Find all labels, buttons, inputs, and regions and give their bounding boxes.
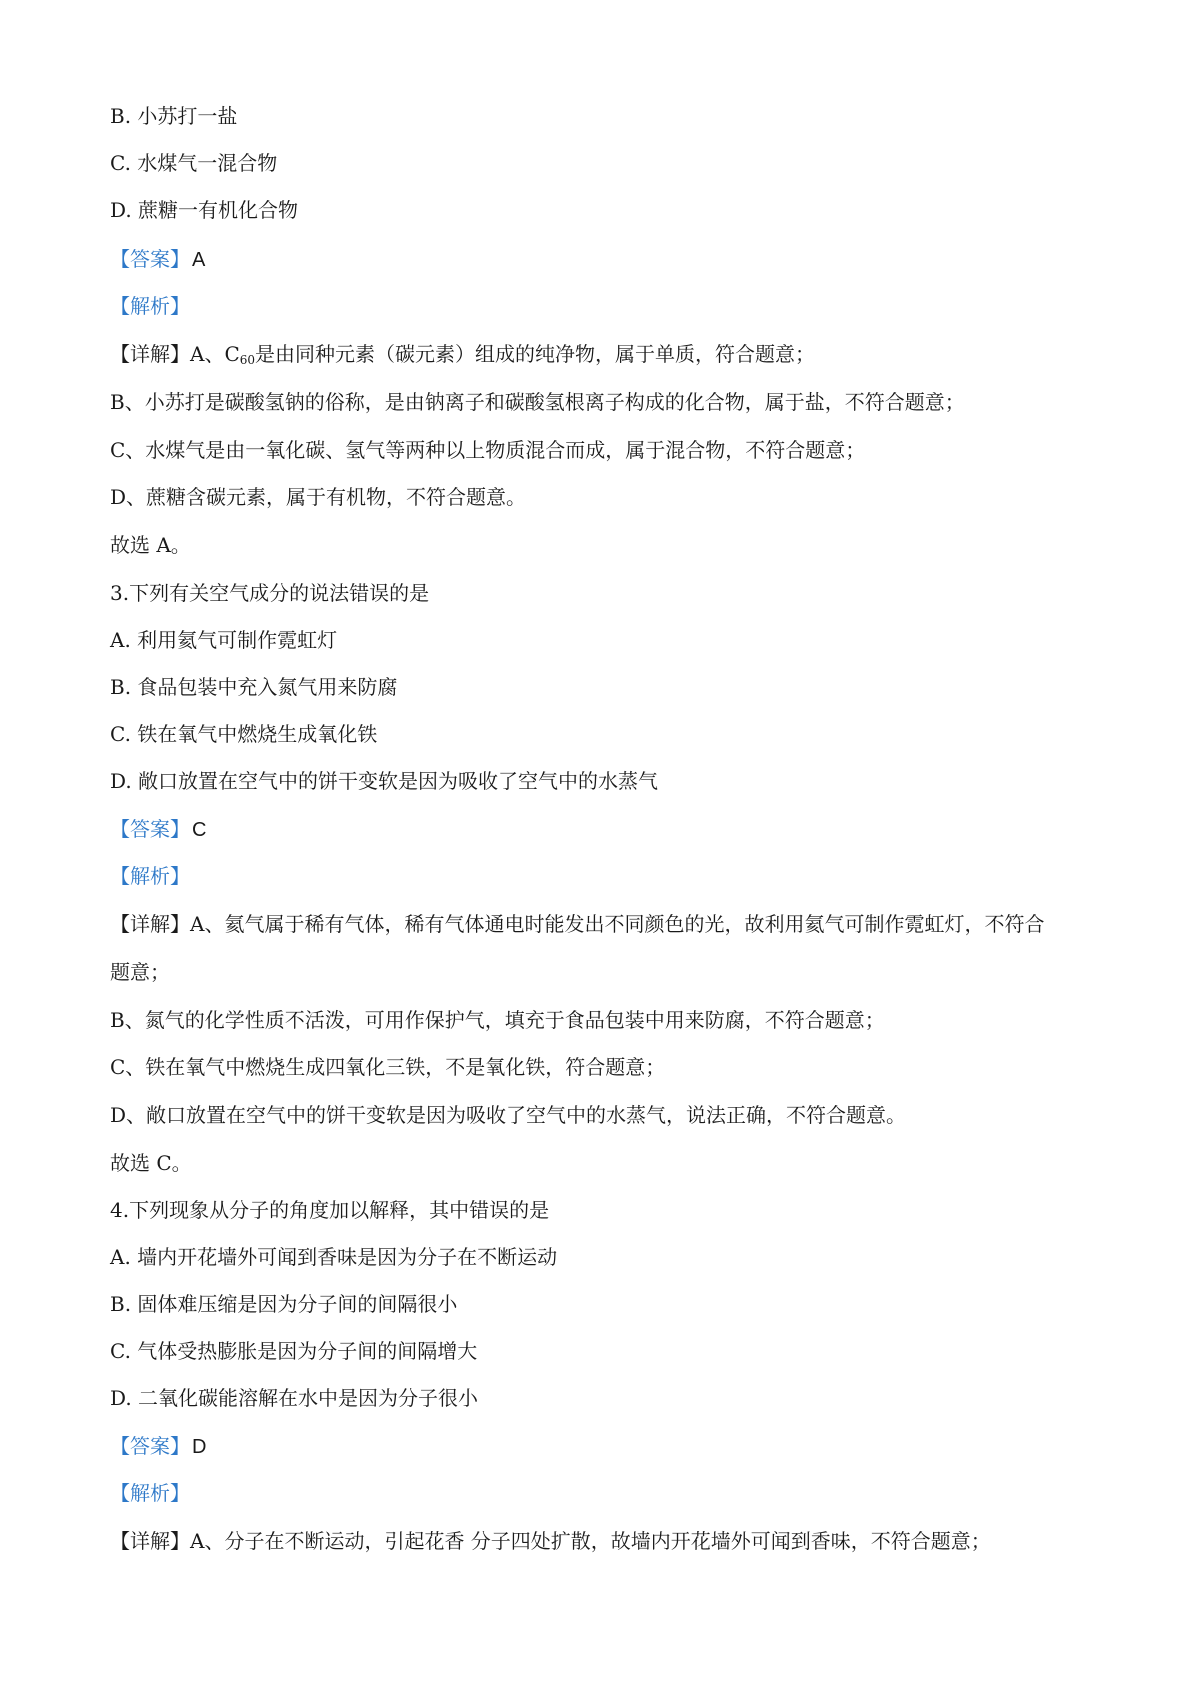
- q2-analysis-label: 【解析】: [110, 294, 190, 318]
- answer-label: 【答案】: [110, 817, 190, 841]
- answer-label: 【答案】: [110, 1434, 190, 1458]
- q3-conclusion: 故选 C。: [110, 1151, 192, 1175]
- q4-option-d: D. 二氧化碳能溶解在水中是因为分子很小: [110, 1386, 479, 1410]
- q4-detail-a: 【详解】A、分子在不断运动，引起花香 分子四处扩散，故墙内开花墙外可闻到香味，不符合题意；: [110, 1529, 991, 1553]
- q3-detail-a-line2: 题意；: [110, 960, 170, 984]
- q4-option-a: A. 墙内开花墙外可闻到香味是因为分子在不断运动: [110, 1245, 558, 1269]
- q2-conclusion: 故选 A。: [110, 533, 191, 557]
- q3-analysis-label: 【解析】: [110, 864, 190, 888]
- q2-detail-b: B、小苏打是碳酸氢钠的俗称，是由钠离子和碳酸氢根离子构成的化合物，属于盐，不符合题意；: [110, 390, 965, 414]
- q3-detail-b: B、氮气的化学性质不活泼，可用作保护气，填充于食品包装中用来防腐，不符合题意；: [110, 1008, 885, 1032]
- q2-detail-d: D、蔗糖含碳元素，属于有机物，不符合题意。: [110, 485, 527, 509]
- detail-a-prefix: 【详解】A、C: [110, 342, 240, 366]
- q3-answer: [110, 815, 206, 844]
- subscript-60: 60: [239, 353, 256, 367]
- q3-stem: 3.下列有关空气成分的说法错误的是: [110, 581, 430, 605]
- q3-option-d: D. 敞口放置在空气中的饼干变软是因为吸收了空气中的水蒸气: [110, 769, 659, 793]
- answer-value: D: [192, 1436, 207, 1458]
- q3-option-c: C. 铁在氧气中燃烧生成氧化铁: [110, 722, 378, 746]
- q2-option-c: C. 水煤气一混合物: [110, 151, 278, 175]
- q3-option-b: B. 食品包装中充入氮气用来防腐: [110, 675, 398, 699]
- q2-option-d: D. 蔗糖一有机化合物: [110, 198, 299, 222]
- q4-answer: [110, 1432, 206, 1461]
- q4-stem: 4.下列现象从分子的角度加以解释，其中错误的是: [110, 1198, 550, 1222]
- answer-value: C: [192, 819, 207, 841]
- q3-detail-c: C、铁在氧气中燃烧生成四氧化三铁，不是氧化铁，符合题意；: [110, 1055, 666, 1079]
- detail-a-rest: 是由同种元素（碳元素）组成的纯净物，属于单质，符合题意；: [255, 342, 816, 366]
- q3-detail-d: D、敞口放置在空气中的饼干变软是因为吸收了空气中的水蒸气，说法正确，不符合题意。: [110, 1103, 907, 1127]
- q4-option-c: C. 气体受热膨胀是因为分子间的间隔增大: [110, 1339, 478, 1363]
- q2-option-b: B. 小苏打一盐: [110, 104, 238, 128]
- answer-label: 【答案】: [110, 247, 190, 271]
- q4-option-b: B. 固体难压缩是因为分子间的间隔很小: [110, 1292, 458, 1316]
- q2-detail-c: C、水煤气是由一氧化碳、氢气等两种以上物质混合而成，属于混合物，不符合题意；: [110, 438, 866, 462]
- q2-answer: [110, 245, 205, 274]
- q3-option-a: A. 利用氦气可制作霓虹灯: [110, 628, 338, 652]
- q3-detail-a-line1: 【详解】A、氦气属于稀有气体，稀有气体通电时能发出不同颜色的光，故利用氦气可制作霓虹灯，不符合: [110, 912, 1045, 936]
- answer-value: A: [192, 249, 206, 271]
- q4-analysis-label: 【解析】: [110, 1481, 190, 1505]
- q2-detail-a: [110, 340, 815, 368]
